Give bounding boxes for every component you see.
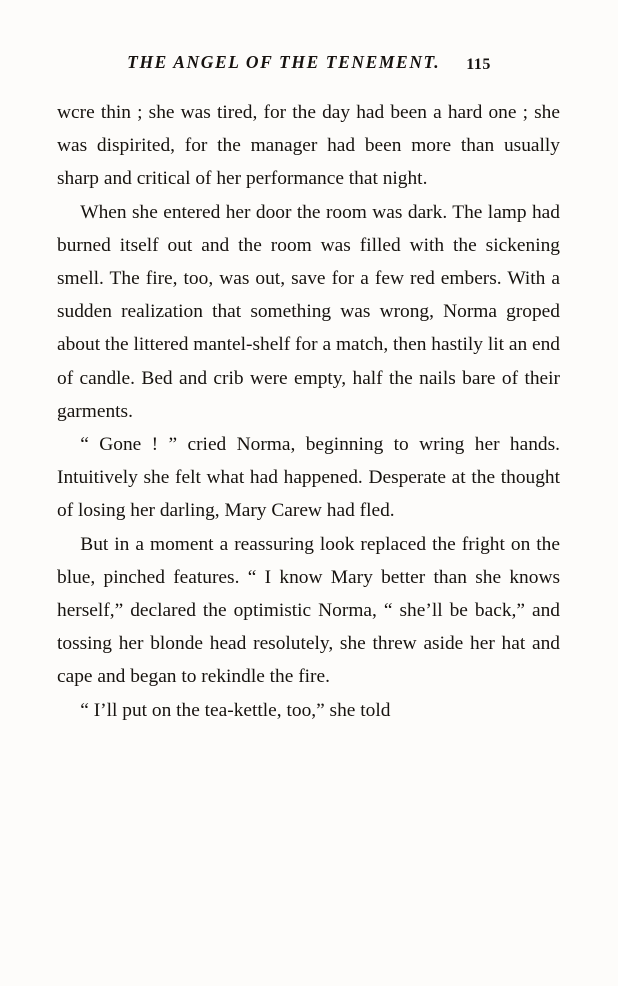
running-title: THE ANGEL OF THE TENEMENT. bbox=[127, 52, 441, 72]
body-text bbox=[57, 96, 560, 727]
paragraph: “ I’ll put on the tea-kettle, too,” she told bbox=[80, 699, 391, 721]
page-number: 115 bbox=[466, 56, 491, 73]
page-header bbox=[0, 52, 618, 73]
paragraph: “ Gone ! ” cried Norma, beginning to wring her hands. Intuitively she felt what had happened. Desperate at the thought of losing her darling, Mary Carew had fled. bbox=[57, 434, 560, 522]
paragraph: But in a moment a reassuring look replaced the fright on the blue, pinched features. “ I know Mary better than she knows herself,” declared the optimistic Norma, “ she’ll be back,” and tossing her blonde head resolutely, she threw aside her hat and cape and began to rekindle the fire. bbox=[57, 533, 560, 688]
paragraph: When she entered her door the room was dark. The lamp had burned itself out and the room was filled with the sickening smell. The fire, too, was out, save for a few red embers. With a sudden realization that something was wrong, Norma groped about the littered mantel-shelf for a match, then hastily lit an end of candle. Bed and crib were empty, half the nails bare of their garments. bbox=[57, 201, 560, 422]
paragraph: wcre thin ; she was tired, for the day had been a hard one ; she was dispirited, for the manager had been more than usually sharp and critical of her performance that night. bbox=[57, 102, 560, 190]
